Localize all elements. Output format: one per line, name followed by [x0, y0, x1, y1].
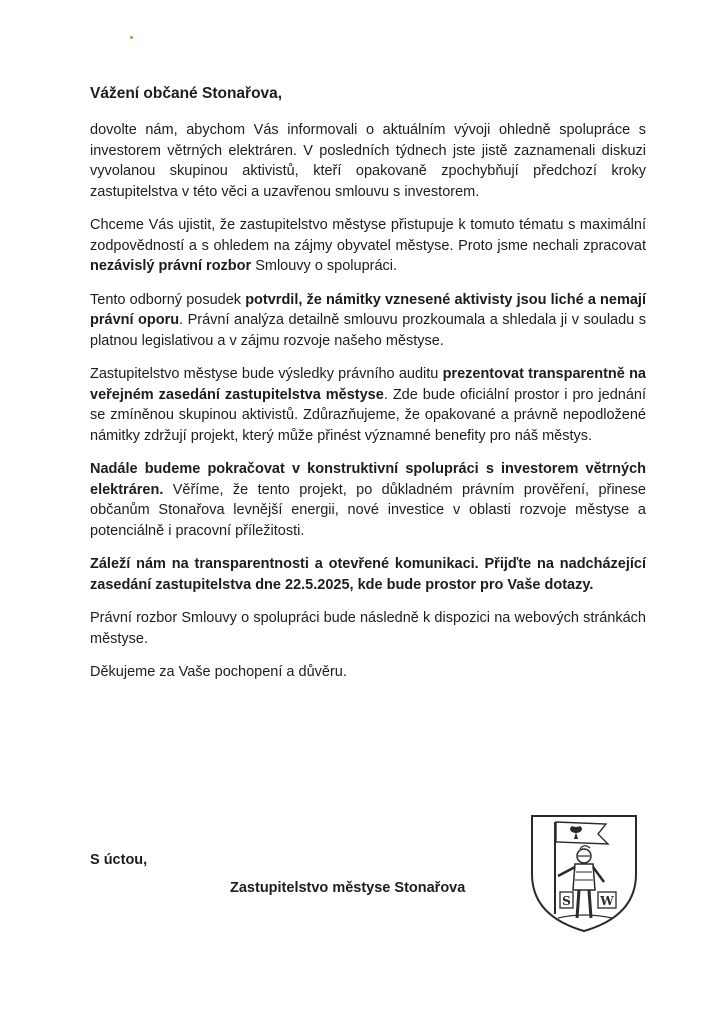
paragraph-bold-text: potvrdil, že námitky vznesené aktivisty jsou liché a nemají právní oporu: [90, 291, 646, 328]
paragraph-text: Děkujeme za Vaše pochopení a důvěru.: [90, 664, 347, 680]
paragraph: [90, 608, 646, 649]
emblem-letter-w: W: [600, 894, 614, 908]
paragraph-text: Smlouvy o spolupráci.: [251, 258, 398, 274]
paragraph: [90, 290, 646, 352]
paragraph: [90, 364, 646, 446]
paragraph-text: . Právní analýza detailně smlouvu prozkoumala a shledala ji v souladu s platnou legislativou a v zájmu rozvoje našeho městyse.: [90, 312, 646, 349]
paragraph: [90, 215, 646, 277]
paragraph-text: Chceme Vás ujistit, že zastupitelstvo městyse přistupuje k tomuto tématu s maximální zodpovědností a s ohledem na zájmy obyvatel městyse. Proto jsme nechali zpracovat: [90, 217, 646, 254]
paragraph-text: Zastupitelstvo městyse bude výsledky právního auditu: [90, 366, 443, 382]
paragraph-bold-text: prezentovat transparentně na veřejném zasedání zastupitelstva městyse: [90, 366, 646, 403]
paragraph-bold-text: Záleží nám na transparentnosti a otevřené komunikaci. Přijďte na nadcházející zasedání zastupitelstva dne 22.5.2025, kde bude prostor pro Vaše dotazy.: [90, 556, 646, 593]
closing: S úctou,: [90, 852, 148, 868]
paragraph-text: . Zde bude oficiální prostor i pro jednání se zmíněnou skupinou aktivistů. Zdůrazňujeme, že opakované a právně nepodložené námitky zdržují projekt, který může přinést významné benefity pro náš městys.: [90, 386, 646, 444]
paragraph-bold-text: nezávislý právní rozbor: [90, 258, 252, 274]
paragraph: [90, 554, 646, 595]
paragraph-text: Právní rozbor Smlouvy o spolupráci bude následně k dispozici na webových stránkách městyse.: [90, 610, 646, 647]
scan-speck: [130, 36, 133, 39]
paragraph-text: Tento odborný posudek: [90, 291, 246, 308]
salutation: Vážení občané Stonařova,: [90, 85, 283, 102]
paragraph-bold-text: Nadále budeme pokračovat v konstruktivní spolupráci s investorem větrných elektráren.: [90, 461, 646, 498]
paragraph: [90, 120, 646, 202]
emblem-letter-s: S: [562, 894, 571, 908]
paragraph: [90, 459, 646, 541]
paragraph: [90, 662, 646, 683]
signature: Zastupitelstvo městyse Stonařova: [230, 880, 466, 896]
letter-body: [90, 120, 646, 696]
paragraph-text: Věříme, že tento projekt, po důkladném právním prověření, přinese občanům Stonařova levnější energii, nové investice v oblasti rozvoje městyse a potenciálně i pracovní příležitosti.: [90, 481, 646, 539]
paragraph-text: dovolte nám, abychom Vás informovali o aktuálním vývoji ohledně spolupráce s investorem větrných elektráren. V posledních týdnech jste jistě zaznamenali diskuzi vyvolanou skupinou aktivistů, kteří opakovaně zpochybňují předchozí kroky zastupitelstva v této věci a uzavřenou smlouvu s investorem.: [90, 122, 646, 200]
coat-of-arms-icon: [528, 812, 640, 934]
